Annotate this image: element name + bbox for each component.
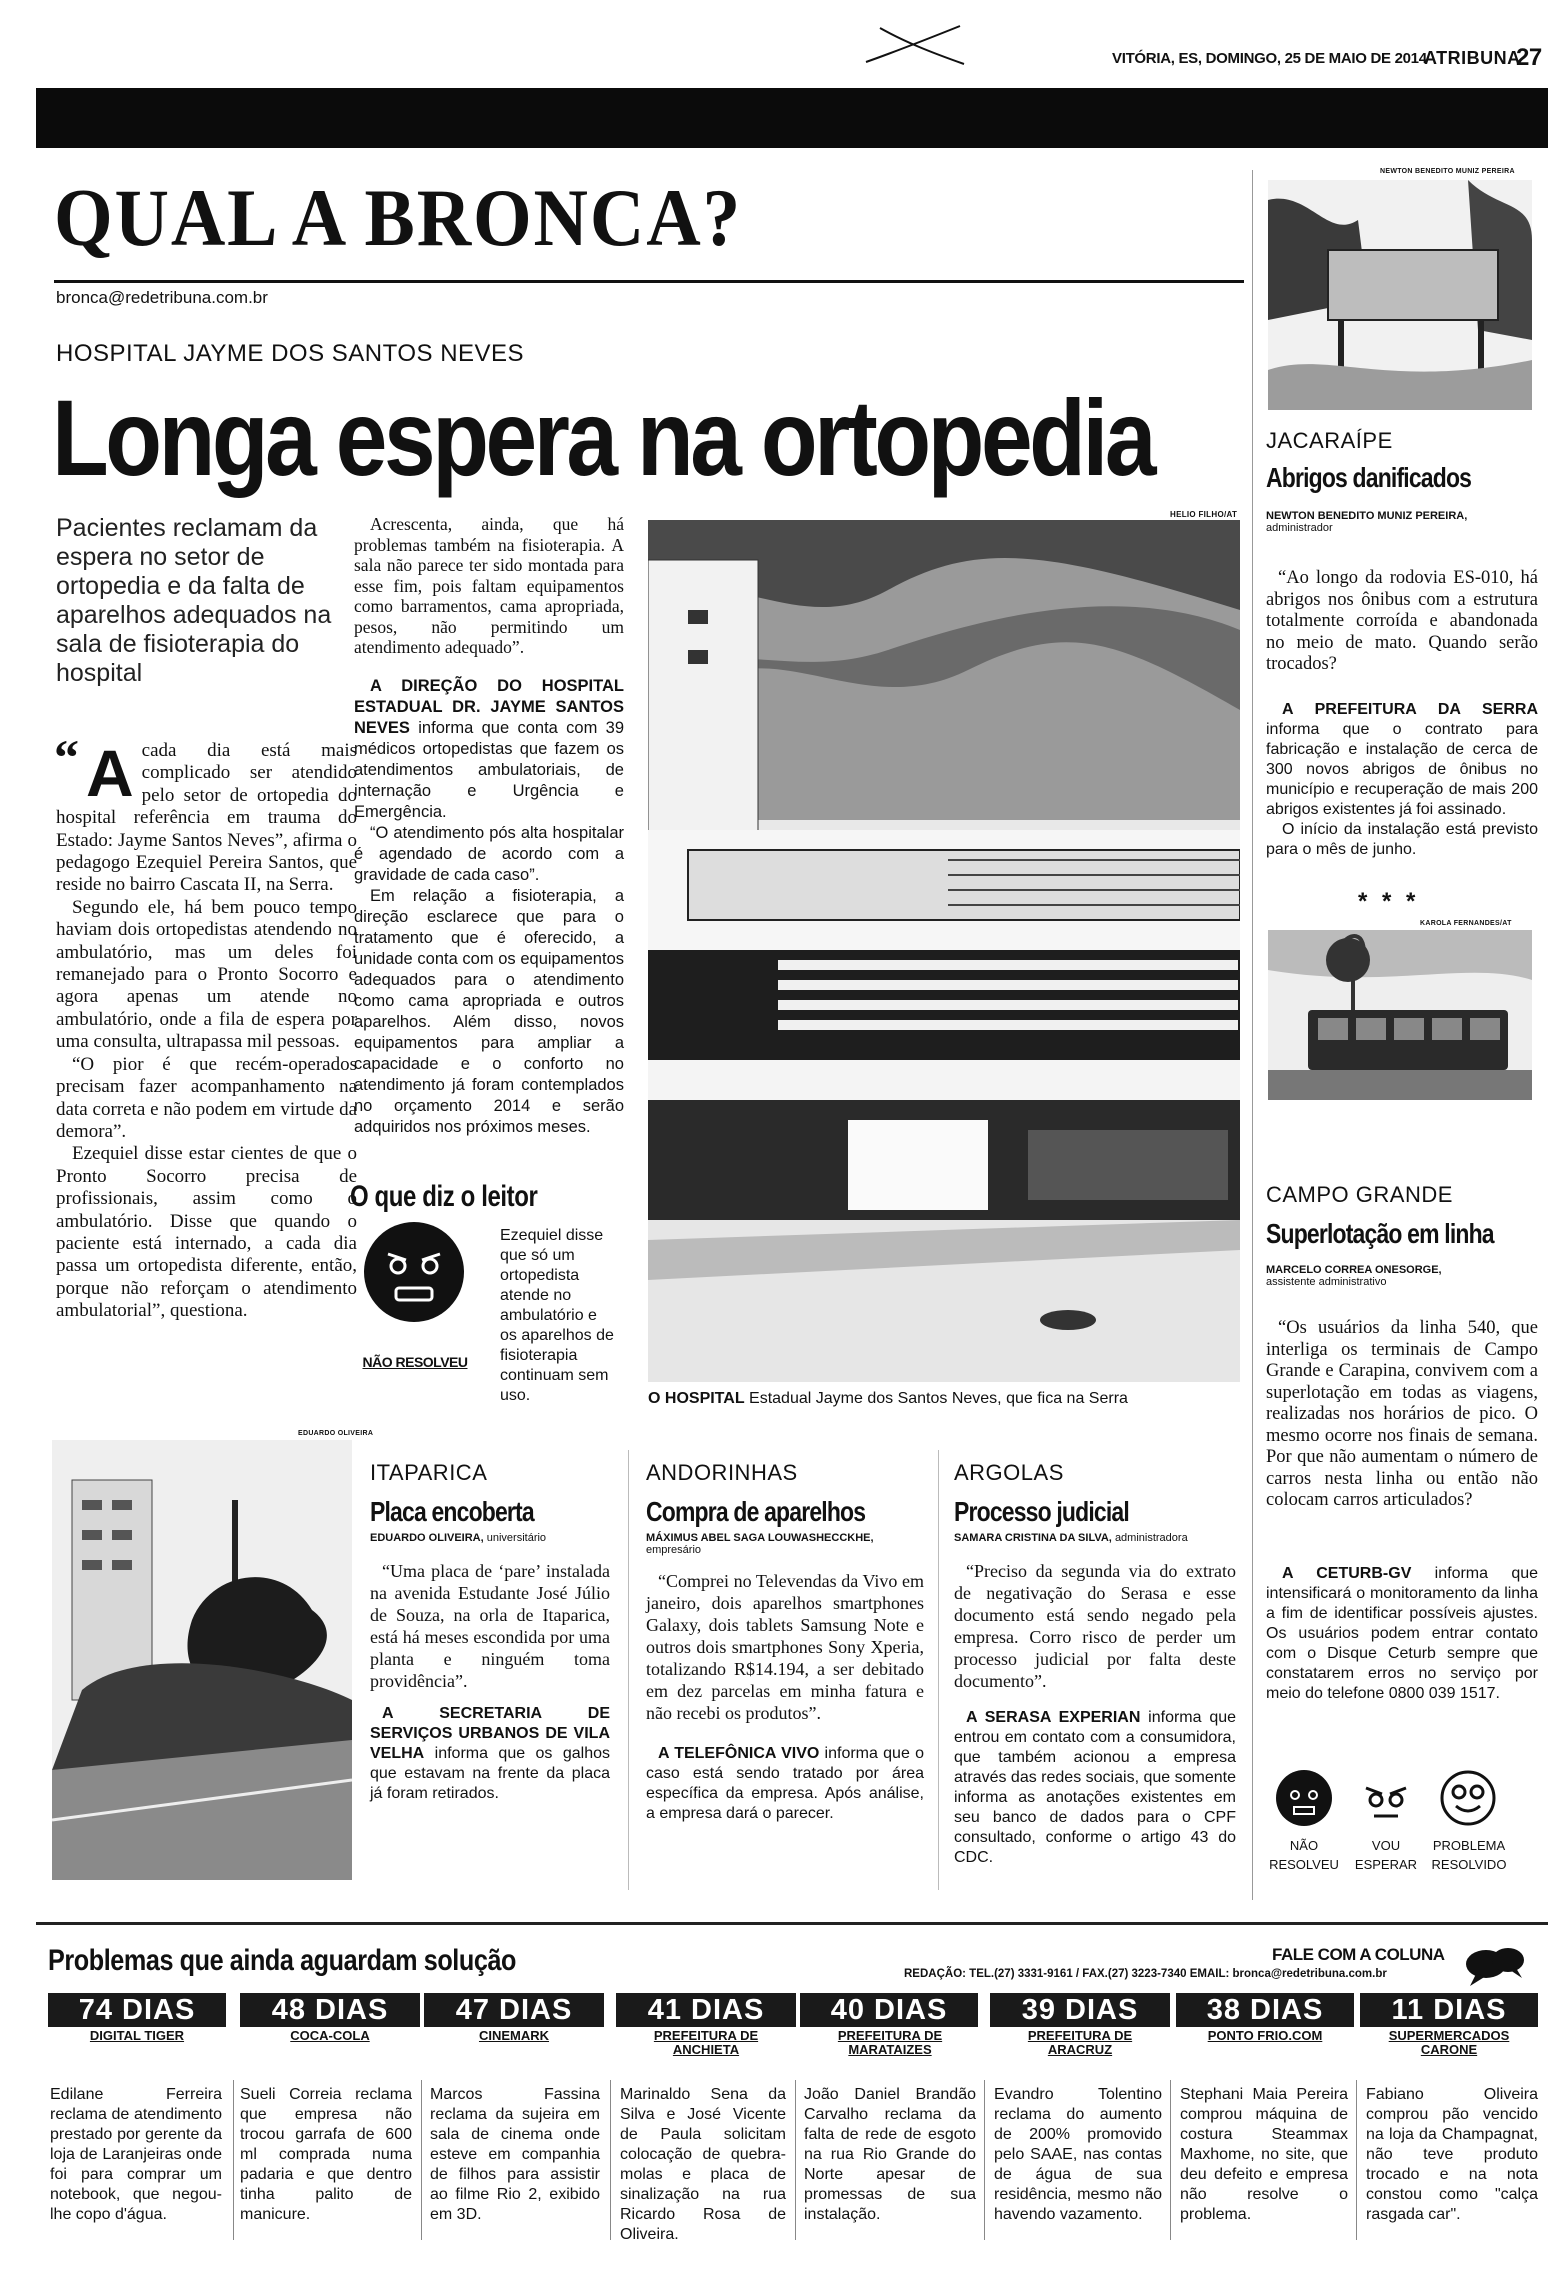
story-headline: Placa encoberta	[370, 1496, 534, 1527]
story-andorinhas	[646, 1460, 924, 1824]
day-text: Marcos Fassina reclama da sujeira em sala de cinema onde esteve em companhia de filhos para assistir ao filme Rio 2, exibido em 3D.	[430, 2086, 600, 2223]
hospital-photo	[648, 520, 1240, 1382]
column-title: QUAL A BRONCA?	[54, 172, 743, 263]
main-p1: cada dia está mais complicado ser atendido pelo setor de ortopedia do hospital referência em trauma do Estado: Jayme Santos Neves”, afirma o pedagogo Ezequiel Pereira Santos, que reside no bairro Cascata II, na Serra.	[56, 740, 357, 896]
day-label: PONTO FRIO.COM	[1207, 2028, 1323, 2043]
legend-c: PROBLEMA RESOLVIDO	[1431, 1838, 1507, 1872]
legend-a: NÃO RESOLVEU	[1269, 1838, 1339, 1872]
sidebar2-headline: Superlotação em linha	[1266, 1218, 1494, 1249]
footer-divider	[795, 2080, 796, 2240]
quote-mark: “	[54, 729, 79, 785]
sidebar1-quote: “Ao longo da rodovia ES-010, há abrigos nos ônibus com a estrutura totalmente corroída e abandonada no meio de mato. Quando serão trocados?	[1266, 568, 1538, 674]
day-badge: 40 DIAS	[800, 1993, 978, 2027]
sidebar2-byline	[1266, 1264, 1536, 1288]
col1	[54, 729, 357, 1323]
story-response	[370, 1704, 610, 1804]
reader-text: Ezequiel disse que só um ortopedista atende no ambulatório e os aparelhos de fisioterapia continuam sem uso.	[500, 1227, 614, 1404]
brand: ATRIBUNA	[1424, 48, 1521, 68]
legend-angry-features	[1276, 1770, 1332, 1826]
main-r2: “O atendimento pós alta hospitalar é agendado de acordo com a gravidade de cada caso”.	[354, 823, 624, 884]
main-photo-credit: HELIO FILHO/AT	[1170, 510, 1238, 519]
story-quote: “Preciso da segunda via do extrato de negativação do Serasa e esse documento está sendo negado pela empresa. Corro risco de perder um processo judicial por falta deste documento”.	[954, 1561, 1236, 1691]
bus-photo	[1268, 930, 1532, 1100]
story-kicker: ITAPARICA	[370, 1460, 488, 1485]
main-kicker: HOSPITAL JAYME DOS SANTOS NEVES	[56, 340, 525, 367]
footer-top-rule	[36, 1922, 1548, 1925]
day-label: CINEMARK	[478, 2028, 550, 2043]
day-badge: 39 DIAS	[990, 1993, 1170, 2027]
story-resp-lead: A TELEFÔNICA VIVO	[658, 1745, 820, 1762]
main-deck: Pacientes reclamam da espera no setor de ortopedia e da falta de aparelhos adequados na sala de fisioterapia do hospital	[56, 514, 332, 687]
bus-shelter-photo	[1268, 180, 1532, 410]
story-itaparica	[370, 1460, 610, 1804]
handwritten-x-mark	[860, 20, 970, 70]
footer-divider	[1170, 2080, 1171, 2240]
main-p5: Acrescenta, ainda, que há problemas também na fisioterapia. A sala não parece ter sido montada para esse fim, pois faltam equipamentos como barramentos, cama apropriada, pesos, não permitindo um atendimento adequado”.	[354, 514, 624, 657]
day-text: João Daniel Brandão Carvalho reclama da falta de rede de esgoto na rua Rio Grande do Norte apesar de promessas de sua instalação.	[804, 2086, 976, 2223]
story-name: EDUARDO OLIVEIRA,	[370, 1532, 484, 1544]
story-resp: informa que o caso está sendo tratado por área específica da empresa. Após análise, a empresa dará o parecer.	[646, 1745, 924, 1822]
day-label: PREFEITURA DE ARACRUZ	[1027, 2028, 1133, 2057]
sidebar1-resp2: O início da instalação está previsto para o mês de junho.	[1266, 821, 1538, 858]
story-quote: “Uma placa de ‘pare’ instalada na avenida Estudante José Júlio de Souza, na orla de Itaparica, está há meses escondida por uma planta e ninguém toma providência”.	[370, 1561, 610, 1691]
legend-happy-face-icon	[1440, 1770, 1496, 1826]
story-argolas	[954, 1460, 1236, 1868]
story-resp-lead: A SECRETARIA DE SERVIÇOS URBANOS DE VILA VELHA	[370, 1705, 610, 1762]
sidebar1-role: administrador	[1266, 522, 1333, 534]
story-headline: Processo judicial	[954, 1496, 1129, 1527]
day-badge: 41 DIAS	[616, 1993, 796, 2027]
day-badge: 11 DIAS	[1360, 1993, 1538, 2027]
story-resp: informa que entrou em contato com a consumidora, que também acionou a empresa através das redes sociais, que somente informa as anotações existentes em seu banco de dados para o CPF consultado, conforme o artigo 43 do CDC.	[954, 1709, 1237, 1866]
sidebar1-byline	[1266, 510, 1536, 534]
sidebar1-headline: Abrigos danificados	[1266, 462, 1472, 493]
sidebar1-resp: informa que o contrato para fabricação e instalação de cerca de 300 novos abrigos de ônibus no município e recuperação de mais 200 abrigos existentes já foi assinado.	[1266, 721, 1538, 818]
story-byline	[954, 1532, 1236, 1544]
header-black-bar	[36, 88, 1548, 148]
story-headline: Compra de aparelhos	[646, 1496, 866, 1527]
sidebar2-quote: “Os usuários da linha 540, que interliga os terminais de Campo Grande e Carapina, convivem com a superlotação em todas as viagens, realizadas nos horários de pico. O mesmo ocorre nos finais de semana. Por que não aumentam o número de carros nesta linha ou então não colocam carros articulados?	[1266, 1318, 1538, 1510]
day-text: Edilane Ferreira reclama de atendimento prestado por gerente da loja de Laranjeiras onde foi para comprar um notebook, que negou-lhe copo d'água.	[50, 2086, 222, 2223]
sidebar-top-credit: NEWTON BENEDITO MUNIZ PEREIRA	[1380, 168, 1515, 175]
sidebar2-resp: informa que intensificará o monitoramento da linha a fim de identificar possíveis ajustes. Os usuários podem entrar contato com o Disque Ceturb sempre que constatarem erros no serviço por meio do telefone 0800 039 1517.	[1266, 1565, 1539, 1702]
sidebar-mid-credit: KAROLA FERNANDES/AT	[1420, 920, 1512, 927]
lower-divider-2	[938, 1450, 939, 1890]
main-p3: “O pior é que recém-operados precisam fazer acompanhamento na data correta e não podem em virtude da demora”.	[56, 1053, 357, 1142]
day-text: Evandro Tolentino reclama do aumento de 200% promovido pelo SAAE, nas contas de água de sua residência, mesmo não havendo vazamento.	[994, 2086, 1162, 2223]
angry-face-features	[364, 1222, 464, 1322]
plant-sign-photo	[52, 1440, 352, 1880]
day-badge: 74 DIAS	[48, 1993, 226, 2027]
caption-lead: O HOSPITAL	[648, 1390, 745, 1407]
day-text: Fabiano Oliveira comprou pão vencido na loja da Champagnat, não teve produto trocado e na nota constou como "calça rasgada car".	[1366, 2086, 1538, 2223]
sidebar2-name: MARCELO CORREA ONESORGE,	[1266, 1264, 1442, 1276]
story-resp: informa que os galhos que estavam na frente da placa já foram retirados.	[370, 1745, 610, 1802]
story-byline	[370, 1532, 610, 1544]
footer-divider	[233, 2080, 234, 2240]
day-badge: 47 DIAS	[424, 1993, 604, 2027]
sidebar2-response	[1266, 1564, 1538, 1704]
story-name: SAMARA CRISTINA DA SILVA,	[954, 1532, 1112, 1544]
main-headline: Longa espera na ortopedia	[52, 377, 1154, 498]
sidebar2-resp-lead: A CETURB-GV	[1282, 1565, 1412, 1582]
day-label: PREFEITURA DE MARATAIZES	[837, 2028, 943, 2057]
footer-contact: REDAÇÃO: TEL.(27) 3331-9161 / FAX.(27) 3223-7340 EMAIL: bronca@redetribuna.com.br	[904, 1968, 1387, 1980]
main-p4: Ezequiel disse estar cientes de que o Pronto Socorro precisa de profissionais, assim como o ambulatório. Disse que quando o paciente está internado, a cada dia passa um ortopedista diferente, então, porque não reforçam o atendimento ambulatorial”, questiona.	[56, 1143, 357, 1322]
day-text: Sueli Correia reclama que empresa não trocou garrafa de 600 ml comprada numa padaria e que dentro tinha palito de manicure.	[240, 2086, 412, 2223]
main-p2: Segundo ele, há bem pouco tempo haviam dois ortopedistas atendendo no ambulatório, mas um deles foi remanejado para o Pronto Socorro e agora apenas um atende no ambulatório, onde a fila de espera por uma consulta, ultrapassa mil pessoas.	[56, 896, 357, 1053]
story-quote: “Comprei no Televendas da Vivo em janeiro, dois aparelhos smartphones Galaxy, dois tablets Samsung Note e outros dois smartphones Sony Xperia, totalizando R$14.194, a ser debitado em dez parcelas em minha fatura e não recebi os produtos”.	[646, 1571, 924, 1723]
main-r3: Em relação a fisioterapia, a direção esclarece que para o tratamento que é oferecido, a unidade conta com os equipamentos adequados para o atendimento como cama apropriada e outros aparelhos. Além disso, novos equipamentos para ampliar a capacidade e o conforto no atendimento já foram contemplados no orçamento 2014 e serão adquiridos nos próximos meses.	[354, 886, 624, 1136]
sidebar1-response	[1266, 700, 1538, 860]
story-role: administradora	[1114, 1532, 1188, 1544]
sidebar-stars: * * *	[1358, 888, 1420, 915]
day-label: DIGITAL TIGER	[89, 2028, 185, 2043]
story-role: empresário	[646, 1544, 702, 1556]
main-photo-caption	[648, 1390, 1248, 1408]
sidebar1-name: NEWTON BENEDITO MUNIZ PEREIRA,	[1266, 510, 1468, 522]
main-r1: informa que conta com 39 médicos ortopedistas que fazem os atendimentos ambulatoriais, de internação e Urgência e Emergência.	[354, 718, 624, 821]
day-label: SUPERMERCADOS CARONE	[1388, 2028, 1510, 2057]
sidebar1-kicker: JACARAÍPE	[1266, 428, 1393, 453]
response-lead: A DIREÇÃO DO HOSPITAL ESTADUAL DR. JAYME SANTOS NEVES	[354, 676, 624, 737]
day-badge: 48 DIAS	[240, 1993, 420, 2027]
legend-waiting-face-icon	[1358, 1770, 1414, 1826]
story-role: universitário	[486, 1532, 547, 1544]
day-text: Stephani Maia Pereira comprou máquina de costura Steammax Maxhome, no site, que deu defeito e empresa não resolve o problema.	[1180, 2086, 1348, 2223]
speech-bubbles-icon	[1462, 1942, 1528, 1990]
story-byline	[646, 1532, 924, 1556]
caption-text: Estadual Jayme dos Santos Neves, que fica na Serra	[744, 1390, 1128, 1407]
title-rule	[54, 280, 1244, 283]
story-response	[954, 1708, 1236, 1868]
reader-title: O que diz o leitor	[350, 1180, 538, 1213]
story-resp-lead: A SERASA EXPERIAN	[966, 1709, 1141, 1726]
sidebar2-kicker: CAMPO GRANDE	[1266, 1182, 1453, 1207]
footer-divider	[1356, 2080, 1357, 2240]
story-response	[646, 1744, 924, 1824]
story-name: MÁXIMUS ABEL SAGA LOUWASHECCKHE,	[646, 1532, 874, 1544]
column-email[interactable]: bronca@redetribuna.com.br	[56, 288, 268, 307]
story-kicker: ANDORINHAS	[646, 1460, 798, 1485]
legend-b: VOU ESPERAR	[1354, 1838, 1418, 1872]
sidebar2-role: assistente administrativo	[1266, 1276, 1387, 1288]
footer-contact-title: FALE COM A COLUNA	[1272, 1945, 1445, 1964]
story-kicker: ARGOLAS	[954, 1460, 1064, 1485]
col2	[354, 514, 624, 1138]
footer-divider	[610, 2080, 611, 2240]
sidebar-divider	[1252, 170, 1253, 1900]
lower-divider-1	[628, 1450, 629, 1890]
day-label: COCA-COLA	[290, 2028, 370, 2043]
day-badge: 38 DIAS	[1176, 1993, 1354, 2027]
footer-title: Problemas que ainda aguardam solução	[48, 1944, 517, 1977]
lower-photo-credit: EDUARDO OLIVEIRA	[298, 1430, 374, 1437]
day-text: Marinaldo Sena da Silva e José Vicente de Paula solicitam colocação de quebra-molas e placa de sinalização na rua Ricardo Rosa de Oliveira.	[620, 2086, 786, 2243]
dropcap: A	[86, 736, 134, 810]
footer-divider	[421, 2080, 422, 2240]
page-number: 27	[1516, 44, 1542, 71]
day-label: PREFEITURA DE ANCHIETA	[653, 2028, 759, 2057]
sidebar1-resp-lead: A PREFEITURA DA SERRA	[1282, 701, 1538, 718]
reader-status: NÃO RESOLVEU	[362, 1354, 468, 1370]
dateline: VITÓRIA, ES, DOMINGO, 25 DE MAIO DE 2014	[1112, 50, 1427, 67]
footer-divider	[984, 2080, 985, 2240]
